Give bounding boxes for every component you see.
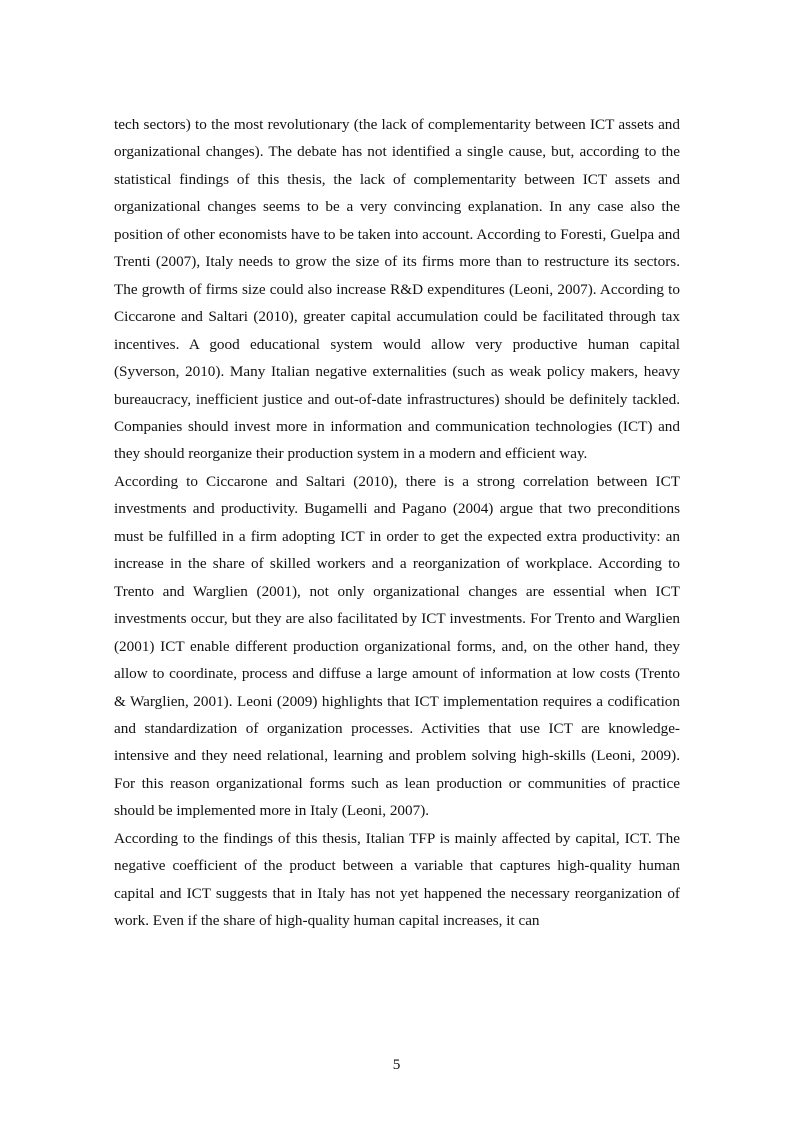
paragraph-3: According to the findings of this thesis, Italian TFP is mainly affected by capital, ICT. The negative coefficient of the product between a variable that captures high-quality human capital and ICT suggests that in Italy has not yet happened the necessary reorganization of work. Even if the share of high-quality human capital increases, it can (114, 829, 680, 930)
page-number: 5 (392, 1056, 401, 1073)
page-body (114, 111, 680, 935)
paragraph-2: According to Ciccarone and Saltari (2010), there is a strong correlation between ICT investments and productivity. Bugamelli and Pagano (2004) argue that two preconditions must be fulfilled in a firm adopting ICT in order to get the expected extra productivity: an increase in the share of skilled workers and a reorganization of workplace. According to Trento and Warglien (2001), not only organizational changes are essential when ICT investments occur, but they are also facilitated by ICT investments. For Trento and Warglien (2001) ICT enable different production organizational forms, and, on the other hand, they allow to coordinate, process and diffuse a large amount of information at low costs (Trento & Warglien, 2001). Leoni (2009) highlights that ICT implementation requires a codification and standardization of organization processes. Activities that use ICT are knowledge-intensive and they need relational, learning and problem solving high-skills (Leoni, 2009). For this reason organizational forms such as lean production or communities of practice should be implemented more in Italy (Leoni, 2007). (114, 472, 680, 820)
paragraph-1: tech sectors) to the most revolutionary (the lack of complementarity between ICT assets and organizational changes). The debate has not identified a single cause, but, according to the statistical findings of this thesis, the lack of complementarity between ICT assets and organizational changes seems to be a very convincing explanation. In any case also the position of other economists have to be taken into account. According to Foresti, Guelpa and Trenti (2007), Italy needs to grow the size of its firms more than to restructure its sectors. The growth of firms size could also increase R&D expenditures (Leoni, 2007). According to Ciccarone and Saltari (2010), greater capital accumulation could be facilitated through tax incentives. A good educational system would allow very productive human capital (Syverson, 2010). Many Italian negative externalities (such as weak policy makers, heavy bureaucracy, inefficient justice and out-of-date infrastructures) should be definitely tackled. Companies should invest more in information and communication technologies (ICT) and they should reorganize their production system in a modern and efficient way. (114, 116, 680, 463)
